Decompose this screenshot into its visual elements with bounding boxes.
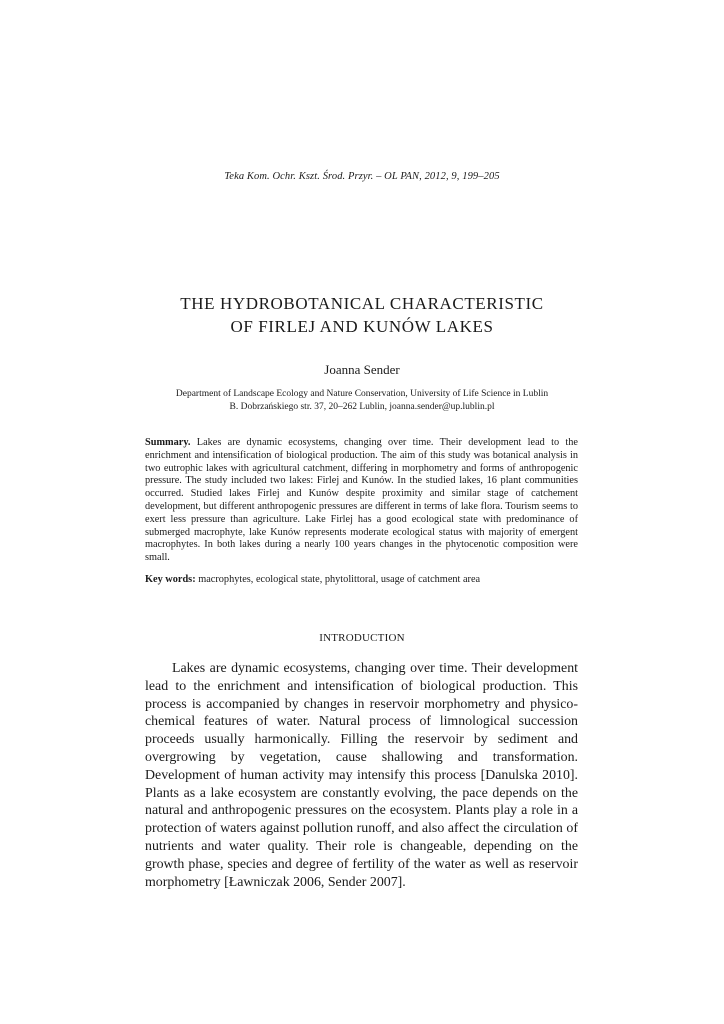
keywords <box>145 574 578 587</box>
abstract-summary <box>145 437 578 565</box>
author-affiliation <box>0 388 724 413</box>
keywords-text: macrophytes, ecological state, phytolittoral, usage of catchment area <box>195 574 481 585</box>
journal-citation-header: Teka Kom. Ochr. Kszt. Środ. Przyr. – OL PAN, 2012, 9, 199–205 <box>224 171 500 182</box>
author-name: Joanna Sender <box>324 362 400 377</box>
keywords-label: Key words: <box>145 574 196 585</box>
paper-title-line-1: THE HYDROBOTANICAL CHARACTERISTIC <box>180 294 544 313</box>
paper-title-line-2: OF FIRLEJ AND KUNÓW LAKES <box>230 317 494 336</box>
abstract-label: Summary. <box>145 437 191 448</box>
section-heading-introduction: INTRODUCTION <box>319 632 405 644</box>
affiliation-line-1: Department of Landscape Ecology and Nature Conservation, University of Life Science in Lublin <box>175 389 549 399</box>
abstract-text: Lakes are dynamic ecosystems, changing over time. Their development lead to the enrichment and intensification of biological production. The aim of this study was botanical analysis in two eutrophic lakes with agricultural catchment, differing in morphometry and forms of anthropogenic pressure. The study included two lakes: Firlej and Kunów. In the studied lakes, 16 plant communities occurred. Studied lakes Firlej and Kunów despite proximity and similar stage of catchement development, but different anthropogenic pressures are different in terms of lake flora. Tourism seems to exert less pressure than agriculture. Lake Firlej has a good ecological state with predominance of submerged macrophyte, lake Kunów represents moderate ecological status with majority of emergent macrophytes. In both lakes during a nearly 100 years changes in the phytocenotic composition were small. <box>145 437 578 564</box>
affiliation-line-2: B. Dobrzańskiego str. 37, 20–262 Lublin, joanna.sender@up.lublin.pl <box>229 401 495 412</box>
paper-title <box>0 292 724 338</box>
introduction-paragraph: Lakes are dynamic ecosystems, changing over time. Their development lead to the enrichment and intensification of biological production. This process is accompanied by changes in reservoir morphometry and physico-chemical features of water. Natural process of limnological succession proceeds usually harmonically. Filling the reservoir by sediment and overgrowing by vegetation, cause shallowing and transformation. Development of human activity may intensify this process [Danulska 2010]. Plants as a lake ecosystem are constantly evolving, the pace depends on the natural and anthropogenic pressures on the ecosystem. Plants play a role in a protection of waters against pollution runoff, and also affect the circulation of nutrients and water quality. Their role is changeable, depending on the growth phase, species and degree of fertility of the water as well as reservoir morphometry [Ławniczak 2006, Sender 2007]. <box>145 661 578 890</box>
